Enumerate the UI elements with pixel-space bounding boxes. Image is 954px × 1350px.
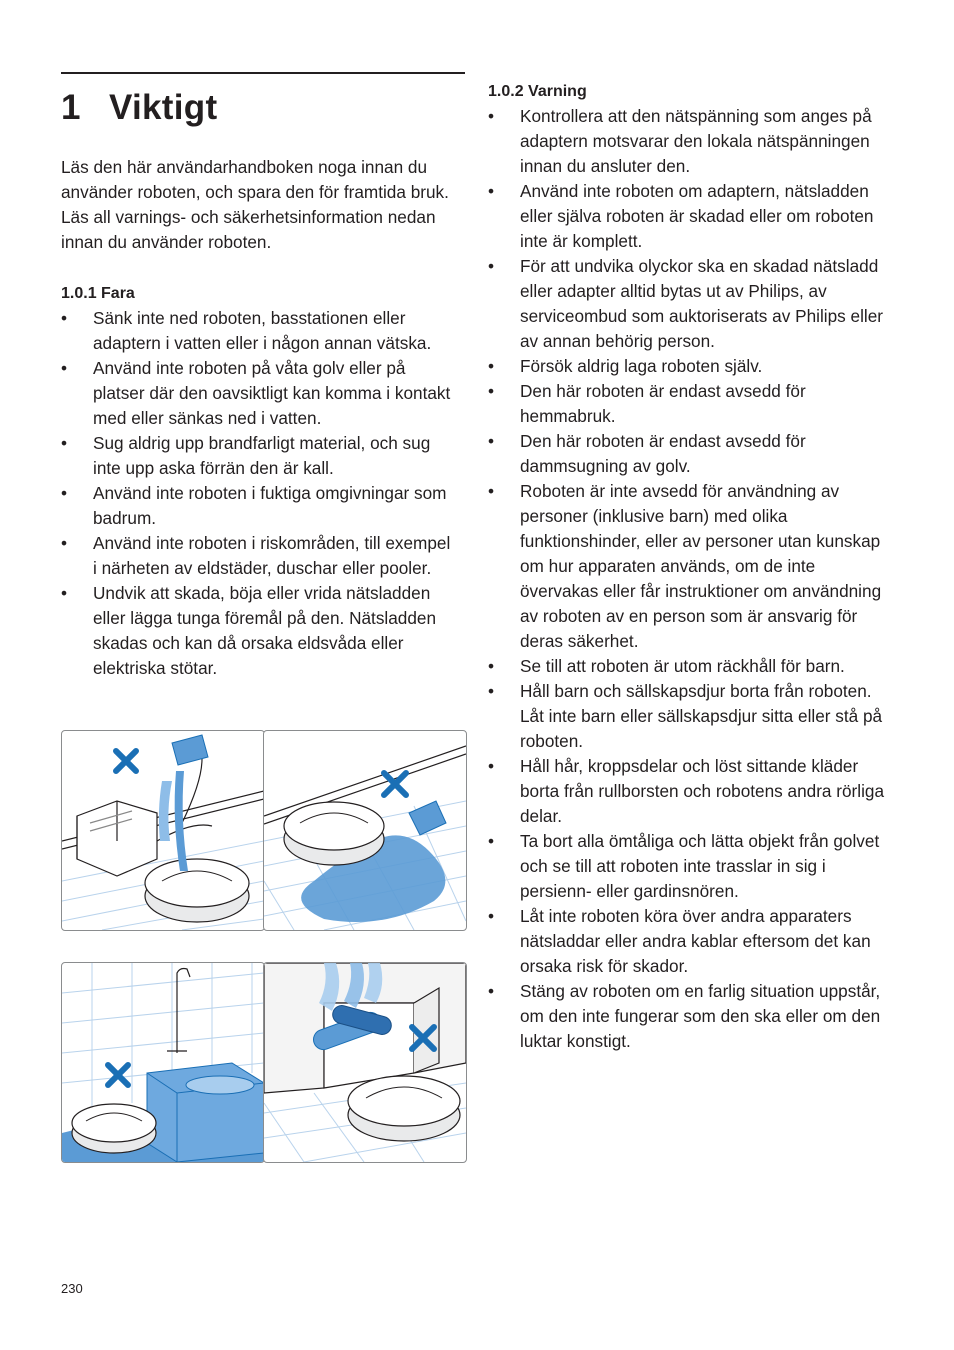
list-item: • Den här roboten är endast avsedd för hemmabruk. <box>488 379 898 429</box>
list-item: • Försök aldrig laga roboten själv. <box>488 354 898 379</box>
list-item: • Sug aldrig upp brandfarligt material, och sug inte upp aska förrän den är kall. <box>61 431 453 481</box>
list-item: • Håll hår, kroppsdelar och löst sittande kläder borta från rullborsten och robotens andra rörliga delar. <box>488 754 898 829</box>
fara-heading: 1.0.1 Fara <box>61 285 135 302</box>
fara-list <box>61 306 453 681</box>
list-item: • Använd inte roboten om adaptern, nätsladden eller själva roboten är skadad eller om roboten inte är komplett. <box>488 179 898 254</box>
water-on-base-station-warning-illustration <box>61 730 265 931</box>
wet-floor-warning-illustration <box>263 730 467 931</box>
list-item: • Undvik att skada, böja eller vrida nätsladden eller lägga tunga föremål på den. Nätsladden skadas och kan då orsaka eldsvåda eller elektriska stötar. <box>61 581 453 681</box>
cross-mark-icon <box>108 1065 128 1085</box>
bathroom-warning-illustration <box>61 962 265 1163</box>
left-column <box>61 155 453 681</box>
list-item: • Kontrollera att den nätspänning som anges på adaptern motsvarar den lokala nätspänningen innan du ansluter den. <box>488 104 898 179</box>
chapter-number: 1 <box>61 88 81 127</box>
chapter-heading <box>61 88 217 128</box>
page-number: 230 <box>61 1281 83 1296</box>
list-item: • Den här roboten är endast avsedd för dammsugning av golv. <box>488 429 898 479</box>
robot-icon <box>72 1104 156 1153</box>
list-item: • Roboten är inte avsedd för användning av personer (inklusive barn) med olika funktionshinder, eller av personer utan kunskap om hur apparaten används, om de inte övervakas eller får instruktioner om användning av roboten av en person som är ansvarig för deras säkerhet. <box>488 479 898 654</box>
cross-mark-icon <box>384 773 406 795</box>
list-item: • Se till att roboten är utom räckhåll för barn. <box>488 654 898 679</box>
list-item: • Stäng av roboten om en farlig situation uppstår, om den inte fungerar som den ska eller om den luktar konstigt. <box>488 979 898 1054</box>
list-item: • Håll barn och sällskapsdjur borta från roboten. Låt inte barn eller sällskapsdjur sitta eller stå på roboten. <box>488 679 898 754</box>
list-item: • Sänk inte ned roboten, basstationen eller adaptern i vatten eller i någon annan vätska. <box>61 306 453 356</box>
intro-paragraph: Läs den här användarhandboken noga innan du använder roboten, och spara den för framtida bruk. Läs all varnings- och säkerhetsinformation nedan innan du använder roboten. <box>61 157 449 252</box>
right-column <box>488 79 898 1054</box>
varning-heading: 1.0.2 Varning <box>488 83 587 100</box>
list-item: • För att undvika olyckor ska en skadad nätsladd eller adapter alltid bytas ut av Philips, av serviceombud som auktoriserats av Philips eller av annan behörig person. <box>488 254 898 354</box>
chapter-rule <box>61 72 465 74</box>
list-item: • Använd inte roboten i fuktiga omgivningar som badrum. <box>61 481 453 531</box>
chapter-title: Viktigt <box>109 88 218 127</box>
robot-icon <box>145 859 249 922</box>
cup-icon <box>172 735 208 765</box>
list-item: • Använd inte roboten i riskområden, till exempel i närheten av eldstäder, duschar eller pooler. <box>61 531 453 581</box>
cross-mark-icon <box>116 751 136 771</box>
fireplace-warning-illustration <box>263 962 467 1163</box>
list-item: • Låt inte roboten köra över andra apparaters nätsladdar eller andra kablar eftersom det kan orsaka risk för skador. <box>488 904 898 979</box>
robot-icon <box>284 802 384 865</box>
robot-icon <box>348 1076 460 1141</box>
list-item: • Ta bort alla ömtåliga och lätta objekt från golvet och se till att roboten inte trasslar in sig i persienn- eller gardinsnören. <box>488 829 898 904</box>
varning-list <box>488 104 898 1054</box>
list-item: • Använd inte roboten på våta golv eller på platser där den oavsiktligt kan komma i kontakt med eller sänkas ned i vatten. <box>61 356 453 431</box>
